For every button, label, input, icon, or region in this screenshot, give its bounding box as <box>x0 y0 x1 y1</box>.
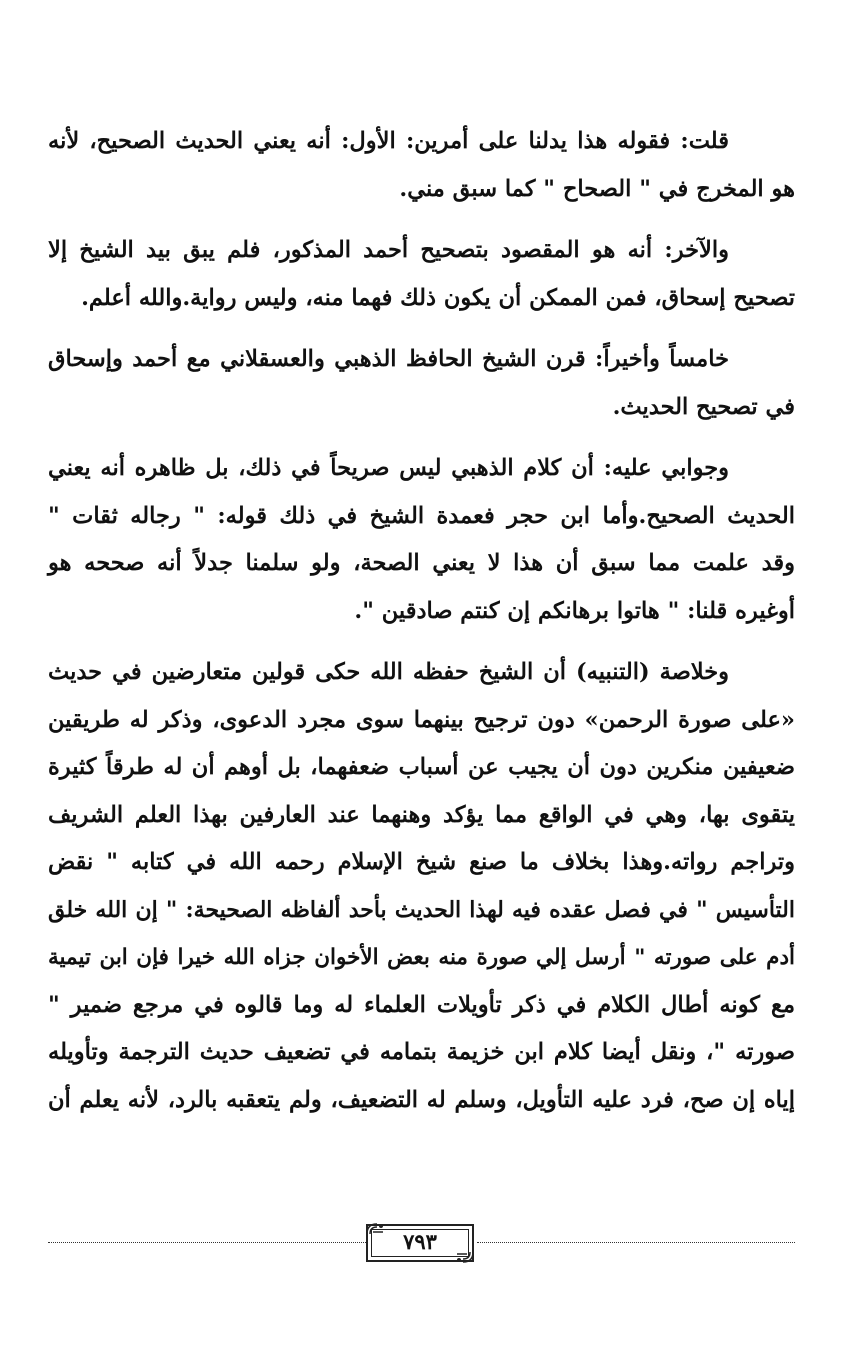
text-line: والآخر: أنه هو المقصود بتصحيح أحمد المذكور، فلم يبق بيد الشيخ إلا <box>48 237 729 263</box>
text-line: مع كونه أطال الكلام في ذكر تأويلات العلماء له وما قالوه في مرجع ضمير " <box>48 991 795 1018</box>
text-line: أدم على صورته " أرسل إلي صورة منه بعض الأخوان جزاه الله خيرا فإن ابن تيمية <box>48 945 795 970</box>
footer-divider-left <box>48 1242 366 1243</box>
text-line: «على صورة الرحمن» دون ترجيح بينهما سوى مجرد الدعوى، وذكر له طريقين <box>48 706 795 733</box>
text-line: خامساً وأخيراً: قرن الشيخ الحافظ الذهبي والعسقلاني مع أحمد وإسحاق <box>48 346 729 372</box>
page-number-frame <box>366 1224 474 1262</box>
paragraph-5 <box>48 649 795 1124</box>
text-line: ضعيفين منكرين دون أن يجيب عن أسباب ضعفهما، بل أوهم أن له طرقاً كثيرة <box>48 754 795 780</box>
text-line: تصحيح إسحاق، فمن الممكن أن يكون ذلك فهما منه، وليس رواية.والله أعلم. <box>81 284 795 311</box>
text-line: صورته "، ونقل أيضا كلام ابن خزيمة بتمامه في تضعيف حديث الترجمة وتأويله <box>48 1039 795 1065</box>
text-line: يتقوى بها، وهي في الواقع مما يؤكد وهنهما عند العارفين بهذا العلم الشريف <box>48 801 795 828</box>
paragraph-4 <box>48 445 795 635</box>
text-line: إياه إن صح، فرد عليه التأويل، وسلم له التضعيف، ولم يتعقبه بالرد، لأنه يعلم أن <box>48 1086 795 1113</box>
footer-divider-right <box>477 1242 795 1243</box>
text-line: قلت: فقوله هذا يدلنا على أمرين: الأول: أنه يعني الحديث الصحيح، لأنه <box>48 128 729 154</box>
text-line: وخلاصة (التنبيه) أن الشيخ حفظه الله حكى قولين متعارضين في حديث <box>48 659 729 685</box>
text-line: وتراجم رواته.وهذا بخلاف ما صنع شيخ الإسلام رحمه الله في كتابه " نقض <box>48 849 795 875</box>
text-line: هو المخرج في " الصحاح " كما سبق مني. <box>399 175 795 202</box>
paragraph-1 <box>48 118 795 213</box>
text-line: أوغيره قلنا: " هاتوا برهانكم إن كنتم صادقين ". <box>354 597 795 624</box>
text-line: الحديث الصحيح.وأما ابن حجر فعمدة الشيخ في ذلك قوله: " رجاله ثقات " <box>48 502 795 529</box>
text-line: التأسيس " في فصل عقده فيه لهذا الحديث بأحد ألفاظه الصحيحة: " إن الله خلق <box>48 896 795 923</box>
page-footer <box>48 1222 795 1268</box>
ornament-icon <box>453 1250 475 1264</box>
text-line: وقد علمت مما سبق أن هذا لا يعني الصحة، ولو سلمنا جدلاً أنه صححه هو <box>48 550 795 576</box>
paragraph-3 <box>48 336 795 431</box>
page-number: ٧٩٣ <box>403 1229 437 1254</box>
text-line: في تصحيح الحديث. <box>612 393 795 420</box>
page-body <box>48 118 795 1138</box>
text-line: وجوابي عليه: أن كلام الذهبي ليس صريحاً في ذلك، بل ظاهره أنه يعني <box>48 455 729 481</box>
paragraph-2 <box>48 227 795 322</box>
